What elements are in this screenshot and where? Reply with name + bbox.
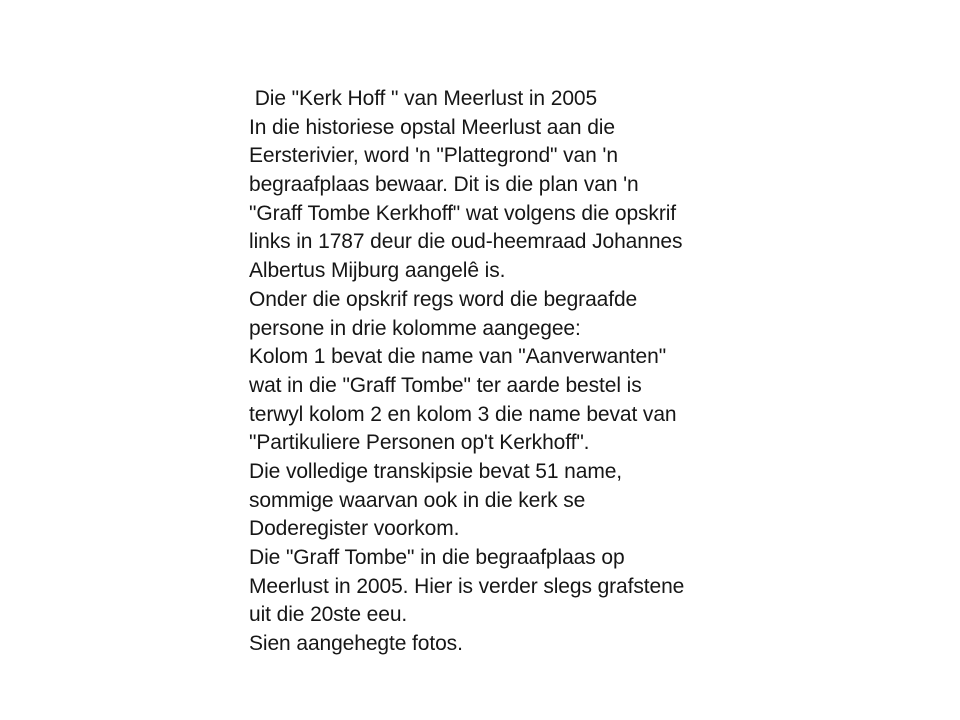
slide-text-line: begraafplaas bewaar. Dit is die plan van 'n: [249, 173, 639, 197]
slide-text-block: [249, 85, 729, 659]
slide-text-line: Doderegister voorkom.: [249, 517, 460, 541]
slide-text-line: "Partikuliere Personen op't Kerkhoff".: [249, 431, 590, 455]
slide-text-line: Kolom 1 bevat die name van "Aanverwanten": [249, 345, 667, 369]
slide-text-line: Meerlust in 2005. Hier is verder slegs grafstene: [249, 574, 685, 598]
slide-text-line: terwyl kolom 2 en kolom 3 die name bevat van: [249, 402, 677, 426]
slide-text-line: Die volledige transkipsie bevat 51 name,: [249, 459, 623, 483]
slide-text-line: Sien aangehegte fotos.: [249, 632, 463, 656]
slide-text-line: uit die 20ste eeu.: [249, 603, 408, 627]
slide-text-line: Onder die opskrif regs word die begraafde: [249, 287, 638, 311]
slide-text-line: Albertus Mijburg aangelê is.: [249, 259, 506, 283]
slide-text-line: "Graff Tombe Kerkhoff" wat volgens die opskrif: [249, 201, 677, 225]
slide-text-line: persone in drie kolomme aangegee:: [249, 316, 581, 340]
slide-text-line: links in 1787 deur die oud-heemraad Johannes: [249, 230, 683, 254]
slide-text-line: sommige waarvan ook in die kerk se: [249, 488, 586, 512]
slide-text-line: wat in die "Graff Tombe" ter aarde bestel is: [249, 373, 642, 397]
slide-text-line: In die historiese opstal Meerlust aan die: [249, 115, 615, 139]
slide-text-line: Eersterivier, word 'n "Plattegrond" van 'n: [249, 144, 618, 168]
slide-title-line: Die "Kerk Hoff " van Meerlust in 2005: [249, 87, 598, 110]
slide-text-line: Die "Graff Tombe" in die begraafplaas op: [249, 546, 625, 569]
